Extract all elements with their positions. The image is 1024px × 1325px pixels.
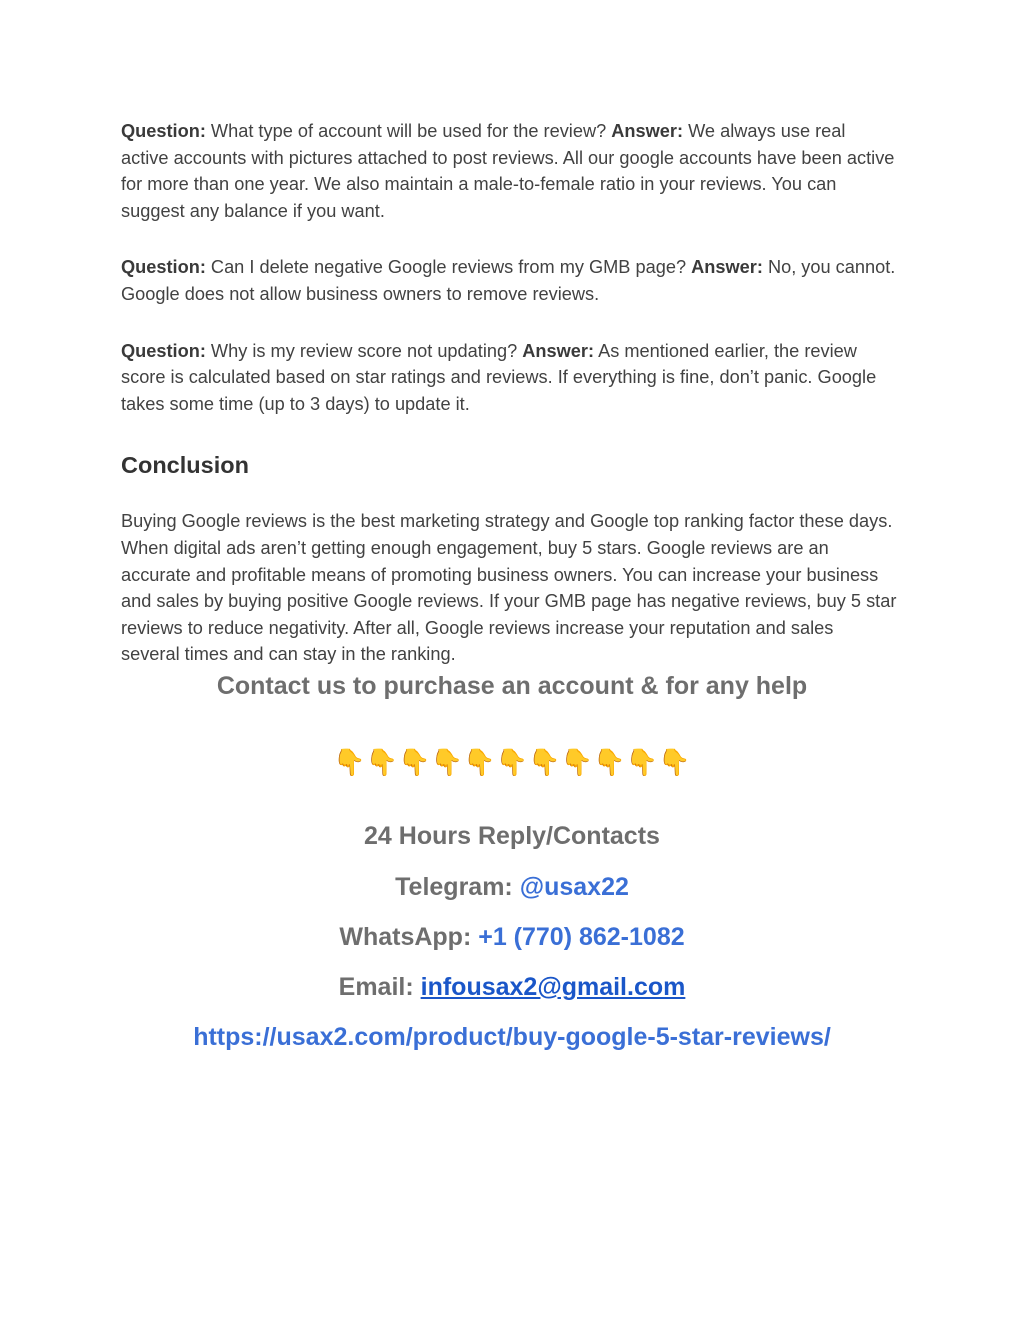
- document-content: [121, 118, 897, 668]
- telegram-handle-link[interactable]: @usax22: [519, 873, 629, 901]
- question-label: Question:: [121, 340, 206, 361]
- pointing-down-icon: 👇: [658, 747, 691, 777]
- faq-section: [121, 118, 897, 417]
- question-text: Why is my review score not updating?: [205, 340, 523, 361]
- conclusion-body: Buying Google reviews is the best marketing strategy and Google top ranking factor these days. When digital ads aren’t getting enough engagement, buy 5 stars. Google reviews are an accurate and profitable means of promoting business owners. You can increase your business and sales by buying positive Google reviews. If your GMB page has negative reviews, buy 5 star reviews to reduce negativity. After all, Google reviews increase your reputation and sales several times and can stay in the ranking.: [121, 511, 897, 665]
- answer-text: No, you cannot. Google does not allow business owners to remove reviews.: [121, 257, 896, 304]
- pointing-down-icon: 👇: [430, 747, 464, 777]
- telegram-line: [0, 871, 1024, 903]
- pointing-hands-row: [0, 744, 1024, 780]
- answer-label: Answer:: [522, 340, 595, 361]
- pointing-down-icon: 👇: [560, 747, 594, 777]
- faq-item: [121, 338, 897, 418]
- pointing-down-icon: 👇: [528, 747, 561, 777]
- pointing-down-icon: 👇: [593, 747, 626, 777]
- pointing-down-icon: 👇: [495, 747, 529, 777]
- pointing-down-icon: 👇: [463, 747, 496, 777]
- product-url-link[interactable]: https://usax2.com/product/buy-google-5-star-reviews/: [193, 1023, 831, 1051]
- answer-label: Answer:: [691, 257, 763, 278]
- conclusion-heading: Conclusion: [121, 452, 249, 479]
- faq-item: [121, 254, 897, 307]
- answer-text: As mentioned earlier, the review score is calculated based on star ratings and reviews. If everything is fine, don’t panic. Google takes some time (up to 3 days) to update it.: [121, 340, 877, 414]
- answer-text: We always use real active accounts with pictures attached to post reviews. All our google accounts have been active for more than one year. We also maintain a male-to-female ratio in your reviews. You can suggest any balance if you want.: [121, 121, 895, 221]
- question-label: Question:: [121, 121, 206, 141]
- hours-line: 24 Hours Reply/Contacts: [364, 822, 660, 850]
- telegram-label: Telegram:: [395, 873, 520, 901]
- email-label: Email:: [338, 973, 421, 1001]
- whatsapp-number-link[interactable]: +1 (770) 862-1082: [478, 923, 685, 951]
- whatsapp-line: [0, 921, 1024, 953]
- question-label: Question:: [121, 257, 206, 278]
- contact-heading: Contact us to purchase an account & for any help: [216, 672, 808, 700]
- pointing-down-icon: 👇: [625, 747, 659, 777]
- email-link[interactable]: infousax2@gmail.com: [420, 973, 686, 1001]
- answer-label: Answer:: [611, 121, 684, 141]
- email-line: [0, 971, 1024, 1003]
- question-text: What type of account will be used for the review?: [205, 121, 612, 141]
- whatsapp-label: WhatsApp:: [339, 923, 479, 951]
- pointing-down-icon: 👇: [333, 747, 366, 777]
- faq-item: [121, 118, 897, 224]
- question-text: Can I delete negative Google reviews from my GMB page?: [205, 257, 692, 278]
- pointing-down-icon: 👇: [398, 747, 431, 777]
- pointing-down-icon: 👇: [365, 747, 399, 777]
